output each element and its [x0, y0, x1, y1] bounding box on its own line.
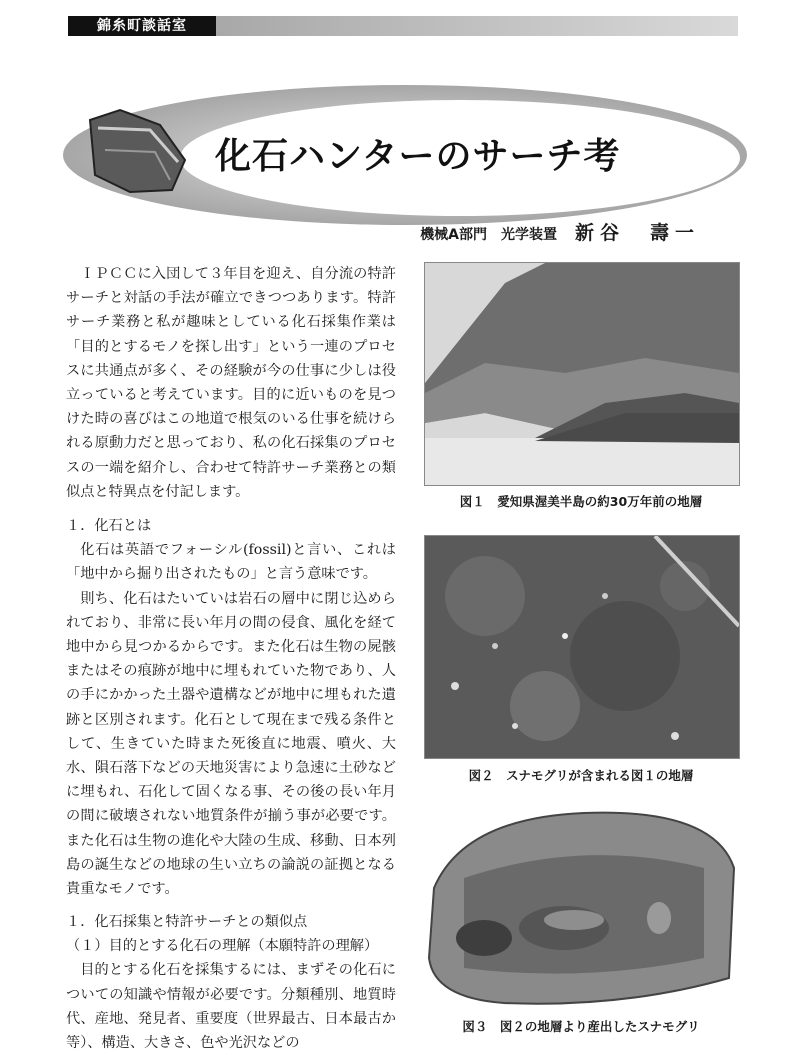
figure-2-photo [424, 535, 740, 759]
section-1 [66, 514, 396, 901]
section-1-heading: １．化石とは [66, 518, 152, 534]
byline [420, 218, 700, 245]
figure-2-caption: 図２ スナモグリが含まれる図１の地層 [468, 768, 694, 783]
figure-3-photo [424, 808, 738, 1008]
section-2-heading: １．化石採集と特許サーチとの類似点 [66, 914, 308, 930]
section-2-subheading: （１）目的とする化石の理解（本願特許の理解） [66, 938, 379, 955]
section-2-paragraph-1: 目的とする化石を採集するには、まずその化石についての知識や情報が必要です。分類種別、地質時代、産地、発見者、重要度（世界最古、日本最古か等）、構造、大きさ、色や光沢などの [66, 962, 396, 1052]
section-tag: 錦糸町談話室 [68, 16, 216, 36]
figure-1-photo [424, 262, 740, 486]
section-1-paragraph-1: 化石は英語でフォーシル(fossil)と言い、これは「地中から掘り出されたもの」と言う意味です。 [66, 542, 396, 583]
article-title: 化石ハンターのサーチ考 [215, 136, 621, 177]
figure-3-caption: 図３ 図２の地層より産出したスナモグリ [462, 1019, 700, 1034]
author-affiliation: 機械A部門 光学装置 [420, 227, 557, 243]
section-1-paragraph-2: 則ち、化石はたいていは岩石の層中に閉じ込められており、非常に長い年月の間の侵食、風化を経て地中から見つかるからです。また化石は生物の屍骸またはその痕跡が地中に埋もれていた物であり、人の手にかかった土器や遺構などが地中に埋もれた遺跡と区別されます。化石として現在まで残る条件として、生きていた時また死後直に地震、噴火、大水、隕石落下などの天地災害により急速に土砂などに埋もれ、石化して固くなる事、その後の長い年月の間に破壊されない地質条件が揃う事が必要です。また化石は生物の進化や大陸の生成、移動、日本列島の誕生などの地球の生い立ちの論説の証拠となる貴重なモノです。 [66, 590, 396, 898]
section-2 [66, 910, 396, 1055]
author-name: 新谷 壽一 [574, 222, 700, 244]
intro-paragraph: ＩＰＣＣに入団して３年目を迎え、自分流の特許サーチと対話の手法が確立できつつあります。特許サーチ業務と私が趣味としている化石採集作業は「目的とするモノを探し出す」という一連のプロセスに共通点が多く、その経験が今の仕事に少しは役立っていると考えています。目的に近いものを見つけた時の喜びはこの地道で根気のいる仕事を続けられる原動力だと思っており、私の化石採集のプロセスの一端を紹介し、合わせて特許サーチ業務との類似点と特異点を付記します。 [66, 266, 396, 500]
intro-paragraph-block [66, 262, 396, 504]
figure-1-caption: 図１ 愛知県渥美半島の約30万年前の地層 [459, 494, 703, 509]
